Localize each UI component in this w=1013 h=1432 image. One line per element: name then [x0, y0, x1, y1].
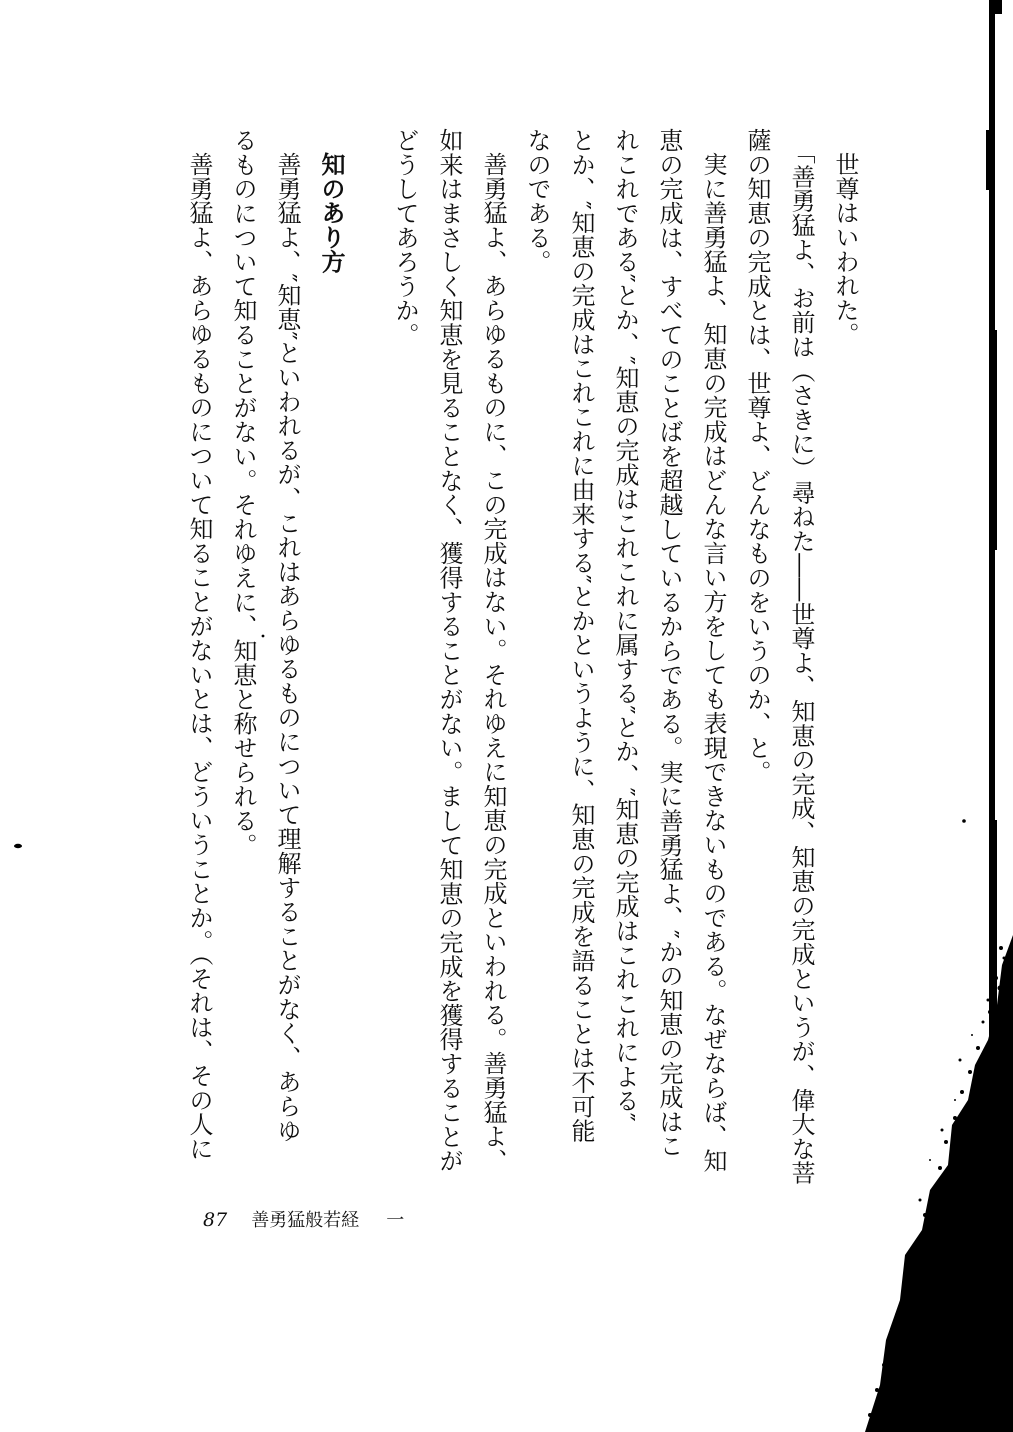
- page-number: 87: [203, 1209, 228, 1231]
- text-column: なのである。: [523, 128, 551, 274]
- text-column: とか、″知恵の完成はこれこれに由来する″とかというように、知恵の完成を語ることは不可能: [567, 128, 595, 1143]
- text-column: 「善勇猛よ、お前は（さきに）尋ねた――世尊よ、知恵の完成、知恵の完成というが、偉大な菩: [787, 140, 815, 1185]
- text-columns: [177, 128, 867, 1232]
- page-footer: [203, 1206, 404, 1232]
- text-column: るものについて知ることがない。それゆえに、知恵と称せられる。: [229, 128, 257, 857]
- fascicle-number: 一: [386, 1210, 405, 1231]
- section-heading: 知のあり方: [317, 152, 345, 274]
- text-column: れこれである″とか、″知恵の完成はこれこれに属する″とか、″知恵の完成はこれこれによる″: [611, 128, 639, 1123]
- scan-line-artifact: [986, 0, 1002, 1272]
- text-column: 善勇猛よ、″知恵″といわれるが、これはあらゆるものについて理解することがなく、あらゆ: [273, 152, 301, 1143]
- text-column: 世尊はいわれた。: [831, 152, 859, 347]
- text-column: どうしてあろうか。: [391, 128, 419, 347]
- text-column: 恵の完成は、すべてのことばを超越しているからである。実に善勇猛よ、″かの知恵の完成はこ: [655, 128, 683, 1158]
- text-column: 薩の知恵の完成とは、世尊よ、どんなものをいうのか、と。: [743, 128, 771, 785]
- text-column: 善勇猛よ、あらゆるものに、この完成はない。それゆえに知恵の完成といわれる。善勇猛よ、: [479, 152, 507, 1173]
- scan-blotch-artifact: [865, 935, 1013, 1432]
- footer-title: 善勇猛般若経: [251, 1210, 360, 1231]
- text-column: 善勇猛よ、あらゆるものについて知ることがないとは、どういうことか。（それは、その人に: [185, 152, 213, 1161]
- text-column: 実に善勇猛よ、知恵の完成はどんな言い方をしても表現できないものである。なぜならば、知: [699, 152, 727, 1173]
- text-column: 如来はまさしく知恵を見ることなく、獲得することがない。まして知恵の完成を獲得することが: [435, 128, 463, 1173]
